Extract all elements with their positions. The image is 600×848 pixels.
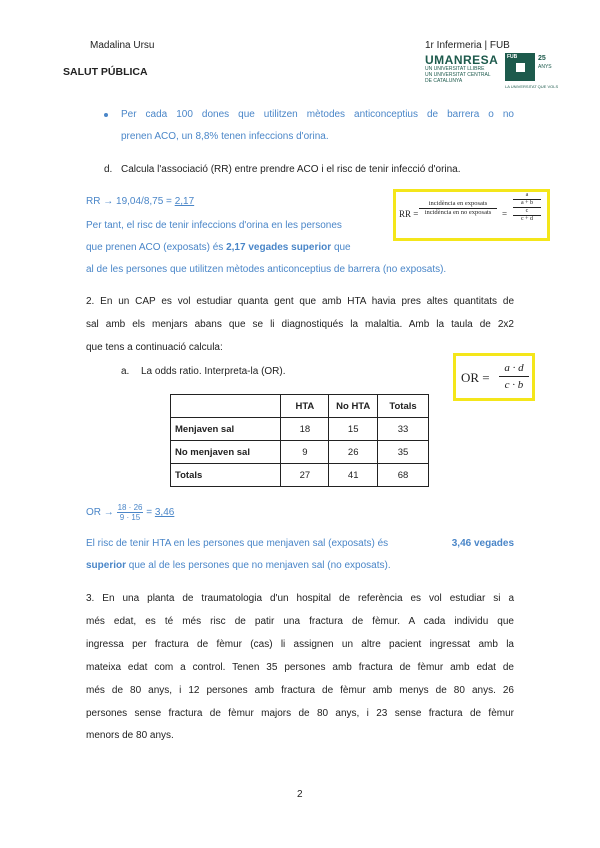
table-header-cell: HTA <box>281 395 329 418</box>
university-logo <box>425 53 567 93</box>
rr-formula-box <box>393 189 550 241</box>
q3-line: 3. En una planta de traumatologia d'un hospital de referència es vol estudiar si a <box>86 593 514 604</box>
or-calc-denominator: 9 · 15 <box>119 513 141 522</box>
author-name: Madalina Ursu <box>90 40 155 51</box>
table-row <box>171 464 429 487</box>
or-formula-lhs: OR = <box>461 370 490 385</box>
rr-interp-line-1: Per tant, el risc de tenir infeccions d'orina en les persones <box>86 220 342 231</box>
q2-item-a-text: La odds ratio. Interpreta-la (OR). <box>141 366 286 377</box>
q3-last-line: menors de 80 anys. <box>86 730 174 741</box>
or-interp-line-2 <box>86 560 391 572</box>
anniversary-number: 25 <box>538 55 546 62</box>
logo-subtitle <box>425 66 491 84</box>
page-number: 2 <box>297 789 303 800</box>
table-header-cell: Totals <box>378 395 429 418</box>
rr-formula-word-denominator: incidència en no exposats <box>424 209 492 216</box>
or-interp-emphasis-2: superior <box>86 560 127 571</box>
bullet-line-2: prenen ACO, un 8,8% tenen infeccions d'orina. <box>121 131 329 142</box>
fub-logo-text: FUB <box>507 54 518 60</box>
or-calc-prefix: OR → <box>86 507 114 519</box>
rr-formula-a-plus-b: a + b <box>513 199 541 208</box>
rr-formula-word-numerator: incidència en exposats <box>419 200 497 209</box>
table-cell: 27 <box>281 464 329 487</box>
bullet-line-1: Per cada 100 dones que utilitzen mètodes anticonceptius de barrera o no <box>121 109 514 120</box>
rr-formula-equals: = <box>502 209 508 219</box>
or-formula-denominator: c · b <box>504 379 524 391</box>
contingency-table <box>170 394 429 487</box>
rr-formula-letter-fraction <box>513 192 541 223</box>
rr-interp-line-3: al de les persones que utilitzen mètodes anticonceptius de barrera (no exposats). <box>86 264 447 275</box>
rr-formula-word-fraction <box>419 200 497 217</box>
question-d-label: d. <box>104 164 113 175</box>
table-row <box>171 418 429 441</box>
rr-formula-c: c <box>525 208 529 214</box>
or-interp-line-1a: El risc de tenir HTA en les persones que menjaven sal (exposats) és <box>86 538 389 549</box>
table-cell: 9 <box>281 441 329 464</box>
table-cell: 35 <box>378 441 429 464</box>
rr-calc-prefix: RR → <box>86 196 114 207</box>
rr-interp-emphasis: 2,17 vegades superior <box>226 242 332 253</box>
rr-calc-result: 2,17 <box>174 196 195 207</box>
rr-calc-expression: 19,04/8,75 = <box>116 196 172 207</box>
logo-line-3: DE CATALUNYA <box>425 78 463 84</box>
or-formula-fraction <box>499 360 529 393</box>
rr-interp-line-2 <box>86 242 351 254</box>
q3-line: més edat, es té més risc de patir una fractura de fèmur. A cada individu que <box>86 616 514 627</box>
section-title: SALUT PÚBLICA <box>63 66 148 78</box>
or-interp-emphasis-1: 3,46 vegades <box>451 538 514 549</box>
rr-interp-line-2a: que prenen ACO (exposats) és <box>86 242 224 253</box>
rr-formula-lhs: RR = <box>399 209 419 219</box>
rr-interp-line-2c: que <box>333 242 351 253</box>
table-row-label: No menjaven sal <box>171 441 281 464</box>
q3-line: més de 80 anys, i 12 persones amb fractura de fèmur amb menys de 80 anys. 26 <box>86 685 514 696</box>
table-cell: 18 <box>281 418 329 441</box>
q2-item-a-label: a. <box>121 366 130 377</box>
or-calc-result: 3,46 <box>154 507 175 519</box>
fub-logo-mark <box>505 53 535 81</box>
table-row <box>171 441 429 464</box>
q3-line: mateixa edat com a control. Tenen 35 persones amb fractura de fèmur amb edat de <box>86 662 514 673</box>
course-label: 1r Infermeria | FUB <box>425 40 510 51</box>
or-formula-numerator: a · d <box>499 360 529 377</box>
or-interp-line-1 <box>86 538 514 550</box>
rr-calculation <box>86 196 194 208</box>
or-formula-box <box>453 353 535 401</box>
q3-line: ingressa per fractura de fèmur (cas) li assignen un altre pacient ingressat amb la <box>86 639 514 650</box>
logo-line-1: UN UNIVERSITAT LLIBRE <box>425 66 485 72</box>
table-header-cell: No HTA <box>329 395 378 418</box>
fub-square-icon <box>516 63 525 72</box>
anniversary-word: ANYS <box>538 64 552 70</box>
q2-line-1: 2. En un CAP es vol estudiar quanta gent que amb HTA havia pres altes quantitats de <box>86 296 514 307</box>
table-row-label: Menjaven sal <box>171 418 281 441</box>
or-calculation <box>86 503 174 523</box>
rr-formula-a: a <box>525 192 529 198</box>
table-cell: 33 <box>378 418 429 441</box>
table-cell: 68 <box>378 464 429 487</box>
bullet-dot-icon <box>104 113 108 117</box>
table-cell: 26 <box>329 441 378 464</box>
table-cell: 15 <box>329 418 378 441</box>
or-calc-equals: = <box>146 507 153 519</box>
or-calc-numerator: 18 · 26 <box>117 503 143 512</box>
q2-line-2: sal amb els menjars abans que se li diagnostiqués la malaltia. Amb la taula de 2x2 <box>86 319 514 330</box>
or-calc-fraction <box>117 503 144 522</box>
logo-line-2: UN UNIVERSITAT CENTRAL <box>425 72 491 78</box>
table-header-row <box>171 395 429 418</box>
logo-tagline: LA UNIVERSITAT QUE VOLS <box>505 84 559 89</box>
table-header-cell <box>171 395 281 418</box>
table-row-label: Totals <box>171 464 281 487</box>
q2-line-3: que tens a continuació calcula: <box>86 342 223 353</box>
table-cell: 41 <box>329 464 378 487</box>
logo-name: UMANRESA <box>425 53 499 67</box>
question-d-text: Calcula l'associació (RR) entre prendre ACO i el risc de tenir infecció d'orina. <box>121 164 461 175</box>
rr-formula-c-plus-d: c + d <box>513 215 541 223</box>
or-interp-line-2b: que al de les persones que no menjaven sal (no exposats). <box>128 560 391 571</box>
q3-line: persones sense fractura de fèmur majors de 80 anys, i 23 sense fractura de fèmur <box>86 708 514 719</box>
